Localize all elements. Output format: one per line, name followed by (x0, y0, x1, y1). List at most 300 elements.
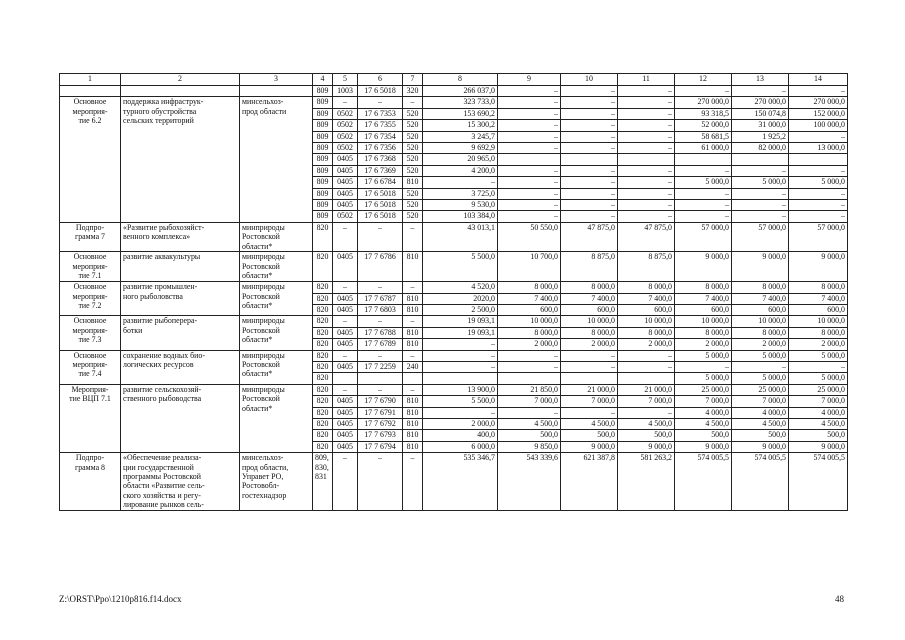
table-cell: 4 500,0 (675, 418, 732, 429)
table-cell: 8 875,0 (561, 252, 618, 282)
column-number: 12 (675, 74, 732, 86)
table-cell: – (498, 407, 561, 418)
table-cell: – (423, 407, 498, 418)
measure-name-line: тие 7.2 (78, 301, 102, 311)
table-cell: – (333, 350, 358, 361)
measure-name-line: тие 7.4 (78, 369, 102, 379)
measure-name-line: мероприя- (72, 325, 108, 335)
table-cell: 17 6 7355 (358, 120, 403, 131)
measure-description-line: сохранение водных био- (123, 350, 205, 360)
table-cell: 17 7 6786 (358, 252, 403, 282)
table-cell: 17 7 6793 (358, 430, 403, 441)
table-cell: 809 (313, 108, 333, 119)
table-cell: 50 550,0 (498, 222, 561, 252)
table-cell: 0405 (333, 418, 358, 429)
table-cell: – (618, 142, 675, 153)
measure-description (121, 316, 240, 350)
table-cell: – (561, 199, 618, 210)
table-cell: 0405 (333, 327, 358, 338)
measure-executor-line: Управет РО, (242, 471, 284, 481)
measure-name (60, 97, 121, 222)
table-cell: 320 (403, 86, 423, 97)
table-cell: 7 000,0 (675, 396, 732, 407)
measure-name-line: Основное (73, 316, 107, 326)
column-number: 3 (240, 74, 313, 86)
table-row (60, 86, 848, 97)
table-cell (498, 154, 561, 165)
table-cell: 820 (313, 305, 333, 316)
table-cell: 0405 (333, 305, 358, 316)
table-cell: – (498, 86, 561, 97)
table-cell: 4 500,0 (561, 418, 618, 429)
table-cell: – (789, 188, 848, 199)
table-cell: 0405 (333, 430, 358, 441)
table-cell: 809 (313, 154, 333, 165)
column-number: 8 (423, 74, 498, 86)
table-cell: 9 692,9 (423, 142, 498, 153)
table-cell: – (403, 222, 423, 252)
table-cell: – (358, 350, 403, 361)
budget-codes-line: 831 (315, 471, 327, 481)
table-cell: – (358, 316, 403, 327)
table-cell: – (358, 97, 403, 108)
table-cell: 820 (313, 293, 333, 304)
table-cell: 574 005,5 (732, 453, 789, 510)
table-cell: – (498, 188, 561, 199)
measure-executor-line: области* (242, 403, 273, 413)
table-cell: – (732, 211, 789, 222)
measure-description-line: развитие сельскохозяй- (123, 384, 202, 394)
table-cell: 820 (313, 339, 333, 350)
measure-name (60, 453, 121, 510)
table-cell: 7 400,0 (498, 293, 561, 304)
table-cell: 809 (313, 120, 333, 131)
table-cell: – (618, 86, 675, 97)
table-cell: – (358, 282, 403, 293)
table-row (60, 453, 848, 510)
table-cell: 0405 (333, 252, 358, 282)
table-cell: 17 7 6794 (358, 441, 403, 452)
table-cell: – (561, 407, 618, 418)
table-cell: – (675, 188, 732, 199)
table-cell: – (403, 97, 423, 108)
column-number: 13 (732, 74, 789, 86)
table-cell: 10 000,0 (561, 316, 618, 327)
table-cell: 810 (403, 305, 423, 316)
measure-executor-line: минсельхоз- (242, 97, 284, 107)
table-cell: 2 000,0 (561, 339, 618, 350)
table-cell: 520 (403, 154, 423, 165)
table-cell: 17 7 2259 (358, 362, 403, 373)
measure-executor (240, 97, 313, 222)
table-cell: – (732, 165, 789, 176)
table-cell: 21 000,0 (618, 384, 675, 395)
measure-executor-line: минприроды (242, 316, 285, 326)
table-cell: 520 (403, 142, 423, 153)
table-cell: – (333, 222, 358, 252)
measure-description-line: ного рыболовства (123, 291, 183, 301)
table-row (60, 97, 848, 108)
table-cell: 266 037,0 (423, 86, 498, 97)
measure-name-line: Подпро- (75, 453, 105, 463)
table-cell: 1 925,2 (732, 131, 789, 142)
column-number: 14 (789, 74, 848, 86)
table-cell: 600,0 (675, 305, 732, 316)
budget-codes-line: 809, (315, 453, 329, 463)
table-cell: 7 000,0 (561, 396, 618, 407)
table-cell: 810 (403, 293, 423, 304)
table-cell: 810 (403, 441, 423, 452)
table-cell: 820 (313, 252, 333, 282)
table-cell: 0405 (333, 154, 358, 165)
measure-executor (240, 384, 313, 452)
table-cell: 0502 (333, 120, 358, 131)
measure-description (121, 222, 240, 252)
table-cell: – (618, 188, 675, 199)
measure-description (121, 97, 240, 222)
measure-executor-line: минприроды (242, 282, 285, 292)
column-number: 11 (618, 74, 675, 86)
table-cell: – (618, 407, 675, 418)
table-cell: 10 000,0 (498, 316, 561, 327)
table-cell: 520 (403, 188, 423, 199)
table-cell: 15 300,2 (423, 120, 498, 131)
measure-executor-line: Ростовской (242, 232, 280, 242)
measure-name-line: Основное (73, 282, 107, 292)
table-cell (561, 154, 618, 165)
table-cell: – (498, 362, 561, 373)
table-cell: – (675, 165, 732, 176)
measure-executor-line: области* (242, 335, 273, 345)
table-cell: 9 000,0 (618, 441, 675, 452)
table-cell: 520 (403, 199, 423, 210)
table-cell: 600,0 (561, 305, 618, 316)
table-cell: 17 6 5018 (358, 199, 403, 210)
table-cell: – (561, 131, 618, 142)
table-cell: 500,0 (498, 430, 561, 441)
page-number: 48 (835, 594, 844, 604)
table-cell: 47 875,0 (618, 222, 675, 252)
table-cell: 21 000,0 (561, 384, 618, 395)
table-cell: 810 (403, 339, 423, 350)
table-cell: – (498, 97, 561, 108)
table-cell: 8 000,0 (732, 327, 789, 338)
table-cell: – (732, 86, 789, 97)
measure-executor (240, 453, 313, 510)
table-cell: – (561, 177, 618, 188)
measure-executor-line: Ростовской (242, 291, 280, 301)
table-cell: 535 346,7 (423, 453, 498, 510)
table-cell (423, 373, 498, 384)
table-cell: 61 000,0 (675, 142, 732, 153)
table-cell (498, 373, 561, 384)
table-cell: 10 700,0 (498, 252, 561, 282)
table-cell: 10 000,0 (732, 316, 789, 327)
table-cell: – (675, 86, 732, 97)
table-cell: – (423, 362, 498, 373)
table-cell: – (498, 142, 561, 153)
table-cell: 810 (403, 327, 423, 338)
table-cell: – (423, 339, 498, 350)
table-cell: 2 500,0 (423, 305, 498, 316)
table-cell: – (333, 384, 358, 395)
table-cell: 809 (313, 86, 333, 97)
measure-description (121, 252, 240, 282)
table-cell: 5 000,0 (732, 350, 789, 361)
table-cell: 8 875,0 (618, 252, 675, 282)
table-cell: 17 6 7368 (358, 154, 403, 165)
table-cell (732, 154, 789, 165)
table-cell: 7 000,0 (789, 396, 848, 407)
measure-description-line: логических ресурсов (123, 360, 194, 370)
measure-executor-line: прод области, (242, 462, 289, 472)
table-cell: – (561, 120, 618, 131)
table-header-row (60, 74, 848, 86)
table-cell: 9 000,0 (789, 252, 848, 282)
table-cell: 621 387,8 (561, 453, 618, 510)
table-cell: – (732, 199, 789, 210)
table-cell: 5 000,0 (675, 177, 732, 188)
measure-name-line: мероприя- (72, 106, 108, 116)
table-cell: 810 (403, 407, 423, 418)
table-cell: – (675, 199, 732, 210)
table-cell: – (333, 282, 358, 293)
measure-description-line: сельских территорий (123, 116, 194, 126)
table-cell: 17 6 7369 (358, 165, 403, 176)
table-cell: 103 384,0 (423, 211, 498, 222)
table-cell: 8 000,0 (789, 282, 848, 293)
table-cell: 13 900,0 (423, 384, 498, 395)
measure-name (60, 222, 121, 252)
table-cell: – (732, 362, 789, 373)
table-cell: 57 000,0 (675, 222, 732, 252)
table-cell: 3 245,7 (423, 131, 498, 142)
measure-description-line: поддержка инфраструк- (123, 97, 204, 107)
table-cell: 520 (403, 211, 423, 222)
table-cell: 17 7 6790 (358, 396, 403, 407)
table-cell: 2 000,0 (498, 339, 561, 350)
table-cell (561, 373, 618, 384)
table-cell: – (498, 350, 561, 361)
table-cell: 809 (313, 131, 333, 142)
measure-description-line: ции государственной (123, 462, 194, 472)
table-cell: 0405 (333, 407, 358, 418)
table-cell: 20 965,0 (423, 154, 498, 165)
table-cell: – (789, 211, 848, 222)
measure-executor-line: минприроды (242, 350, 285, 360)
measure-description-line: «Развитие рыбохозяйст- (123, 222, 205, 232)
measure-description (121, 282, 240, 316)
table-cell: 17 7 6789 (358, 339, 403, 350)
table-cell: 25 000,0 (732, 384, 789, 395)
table-cell: – (789, 362, 848, 373)
measure-executor-line: области* (242, 241, 273, 251)
measure-name (60, 316, 121, 350)
table-cell: 5 000,0 (675, 373, 732, 384)
table-cell: – (618, 131, 675, 142)
table-cell: 25 000,0 (789, 384, 848, 395)
table-cell: – (618, 97, 675, 108)
table-cell (618, 154, 675, 165)
table-cell: – (498, 199, 561, 210)
column-number: 4 (313, 74, 333, 86)
table-cell: 7 400,0 (618, 293, 675, 304)
table-cell: 9 850,0 (498, 441, 561, 452)
table-cell: 500,0 (789, 430, 848, 441)
measure-description-line: венного комплекса» (123, 232, 191, 242)
measure-description-line: развитие промышлен- (123, 282, 198, 292)
table-cell: 9 000,0 (732, 252, 789, 282)
budget-codes (313, 453, 333, 510)
table-cell (789, 154, 848, 165)
table-cell: 809 (313, 211, 333, 222)
table-cell: 8 000,0 (498, 327, 561, 338)
measure-executor-line: минприроды (242, 252, 285, 262)
table-cell: 323 733,0 (423, 97, 498, 108)
table-cell: 8 000,0 (675, 282, 732, 293)
table-cell: – (498, 108, 561, 119)
table-cell: 6 000,0 (423, 441, 498, 452)
measure-executor (240, 222, 313, 252)
table-cell: 17 6 5018 (358, 211, 403, 222)
table-cell: 19 093,1 (423, 327, 498, 338)
table-cell: 57 000,0 (732, 222, 789, 252)
table-cell: – (789, 131, 848, 142)
table-cell: 2020,0 (423, 293, 498, 304)
table-cell: 10 000,0 (618, 316, 675, 327)
table-cell: 0405 (333, 188, 358, 199)
table-cell: 0502 (333, 131, 358, 142)
table-cell: 10 000,0 (789, 316, 848, 327)
table-cell: – (333, 316, 358, 327)
table-cell: 820 (313, 441, 333, 452)
table-cell: 8 000,0 (732, 282, 789, 293)
table-cell: 9 530,0 (423, 199, 498, 210)
table-cell: 3 725,0 (423, 188, 498, 199)
table-cell: 17 6 5018 (358, 188, 403, 199)
measure-executor-line: Ростовобл- (242, 481, 280, 491)
table-cell: 82 000,0 (732, 142, 789, 153)
measure-executor-line: Ростовской (242, 394, 280, 404)
table-cell: – (333, 97, 358, 108)
measure-name-line: мероприя- (72, 261, 108, 271)
table-cell: – (561, 86, 618, 97)
document-file-path: Z:\ORST\Ppo\1210p816.f14.docx (59, 594, 182, 604)
table-cell: 10 000,0 (675, 316, 732, 327)
table-cell: 820 (313, 396, 333, 407)
table-cell (121, 86, 240, 97)
table-cell: 810 (403, 396, 423, 407)
table-cell: 270 000,0 (732, 97, 789, 108)
table-cell: 4 500,0 (498, 418, 561, 429)
table-cell: 581 263,2 (618, 453, 675, 510)
table-cell: – (498, 131, 561, 142)
table-row (60, 350, 848, 361)
table-cell: 0405 (333, 441, 358, 452)
table-cell: 4 000,0 (789, 407, 848, 418)
table-cell: 8 000,0 (675, 327, 732, 338)
column-number: 5 (333, 74, 358, 86)
table-cell: 31 000,0 (732, 120, 789, 131)
table-cell: 8 000,0 (789, 327, 848, 338)
table-cell: 0405 (333, 177, 358, 188)
table-cell: 7 000,0 (618, 396, 675, 407)
measure-description-line: лирование рынков сель- (123, 500, 204, 510)
table-cell: – (618, 362, 675, 373)
table-cell: – (732, 188, 789, 199)
measure-executor (240, 350, 313, 384)
table-cell: 5 000,0 (732, 177, 789, 188)
table-cell (675, 154, 732, 165)
table-cell: 150 074,8 (732, 108, 789, 119)
table-cell: 8 000,0 (498, 282, 561, 293)
table-cell: – (358, 222, 403, 252)
measure-executor-line: минсельхоз- (242, 453, 284, 463)
table-cell: 0405 (333, 396, 358, 407)
table-cell: 0502 (333, 142, 358, 153)
table-cell: 810 (403, 430, 423, 441)
table-cell: 25 000,0 (675, 384, 732, 395)
table-cell: 2 000,0 (618, 339, 675, 350)
table-cell: 57 000,0 (789, 222, 848, 252)
table-cell: 9 000,0 (675, 252, 732, 282)
table-cell: 809 (313, 177, 333, 188)
table-cell: – (561, 350, 618, 361)
table-cell: – (789, 199, 848, 210)
table-cell: 0405 (333, 339, 358, 350)
table-cell (403, 373, 423, 384)
table-cell: – (561, 142, 618, 153)
table-cell (618, 373, 675, 384)
table-cell: 520 (403, 131, 423, 142)
table-cell: – (789, 86, 848, 97)
table-cell (358, 373, 403, 384)
column-number: 1 (60, 74, 121, 86)
table-cell: 4 500,0 (732, 418, 789, 429)
table-cell: – (618, 177, 675, 188)
table-cell: 820 (313, 362, 333, 373)
table-cell: 0405 (333, 165, 358, 176)
table-cell: 820 (313, 384, 333, 395)
budget-codes-line: 830, (315, 462, 329, 472)
table-cell: – (403, 282, 423, 293)
measure-executor-line: Ростовской (242, 360, 280, 370)
table-cell: 810 (403, 418, 423, 429)
table-cell: 820 (313, 222, 333, 252)
measure-name-line: Подпро- (75, 222, 105, 232)
table-row (60, 252, 848, 282)
table-row (60, 384, 848, 395)
table-cell: 7 400,0 (675, 293, 732, 304)
table-cell: – (675, 211, 732, 222)
measure-description-line: развитие аквакультуры (123, 252, 201, 262)
table-cell: 9 000,0 (675, 441, 732, 452)
measure-description-line: турного обустройства (123, 106, 197, 116)
table-cell: 9 000,0 (561, 441, 618, 452)
table-cell: 7 000,0 (498, 396, 561, 407)
table-cell: 4 520,0 (423, 282, 498, 293)
table-cell: 809 (313, 199, 333, 210)
column-number: 7 (403, 74, 423, 86)
table-cell: 820 (313, 327, 333, 338)
measure-name (60, 350, 121, 384)
table-cell: – (618, 165, 675, 176)
measure-executor (240, 316, 313, 350)
table-cell (60, 86, 121, 97)
table-cell: 17 7 6788 (358, 327, 403, 338)
table-cell: – (618, 199, 675, 210)
table-cell: 0405 (333, 293, 358, 304)
